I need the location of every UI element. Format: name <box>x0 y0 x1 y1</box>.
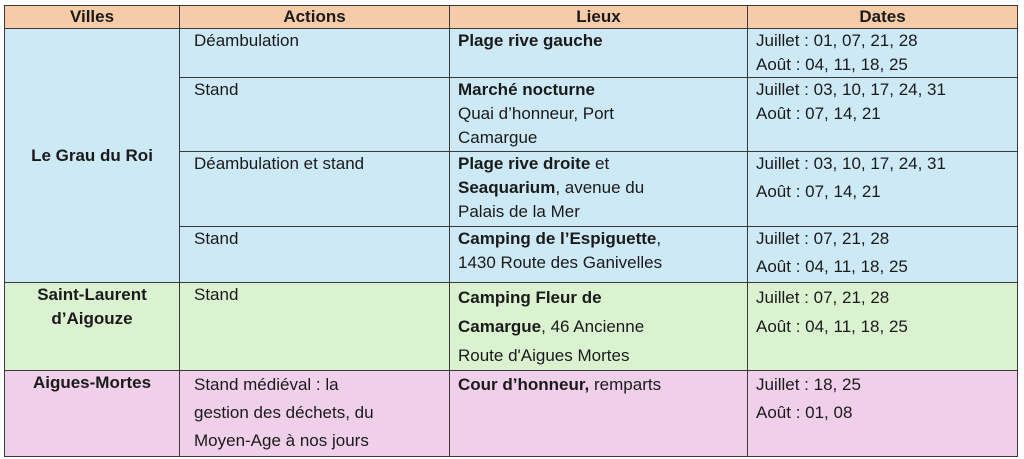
table-header-row <box>5 6 1018 29</box>
dates-cell: Juillet : 03, 10, 17, 24, 31 Août : 07, 14, 21 <box>748 152 1018 227</box>
header-dates: Dates <box>748 6 1018 29</box>
table-row <box>5 283 1018 371</box>
header-actions: Actions <box>180 6 450 29</box>
header-lieux: Lieux <box>450 6 748 29</box>
action-cell: Déambulation <box>180 29 450 78</box>
header-villes: Villes <box>5 6 180 29</box>
dates-cell: Juillet : 01, 07, 21, 28 Août : 04, 11, 18, 25 <box>748 29 1018 78</box>
action-cell: Stand <box>180 227 450 283</box>
table-row <box>5 371 1018 457</box>
lieu-cell: Camping Fleur de Camargue, 46 Ancienne Route d'Aigues Mortes <box>450 283 748 371</box>
events-table <box>4 5 1018 457</box>
action-cell: Stand médiéval : la gestion des déchets, du Moyen-Age à nos jours <box>180 371 450 457</box>
city-aigues-mortes: Aigues-Mortes <box>5 371 180 457</box>
dates-cell: Juillet : 07, 21, 28 Août : 04, 11, 18, 25 <box>748 283 1018 371</box>
lieu-cell: Cour d’honneur, remparts <box>450 371 748 457</box>
table-row <box>5 29 1018 78</box>
action-cell: Déambulation et stand <box>180 152 450 227</box>
dates-cell: Juillet : 07, 21, 28 Août : 04, 11, 18, 25 <box>748 227 1018 283</box>
action-cell: Stand <box>180 78 450 152</box>
lieu-cell: Marché nocturne Quai d’honneur, Port Camargue <box>450 78 748 152</box>
lieu-cell: Plage rive gauche <box>450 29 748 78</box>
dates-cell: Juillet : 03, 10, 17, 24, 31 Août : 07, 14, 21 <box>748 78 1018 152</box>
action-cell: Stand <box>180 283 450 371</box>
city-saint-laurent: Saint-Laurent d’Aigouze <box>5 283 180 371</box>
city-grau: Le Grau du Roi <box>5 29 180 283</box>
dates-cell: Juillet : 18, 25 Août : 01, 08 <box>748 371 1018 457</box>
lieu-cell: Plage rive droite et Seaquarium, avenue du Palais de la Mer <box>450 152 748 227</box>
lieu-cell: Camping de l’Espiguette, 1430 Route des Ganivelles <box>450 227 748 283</box>
